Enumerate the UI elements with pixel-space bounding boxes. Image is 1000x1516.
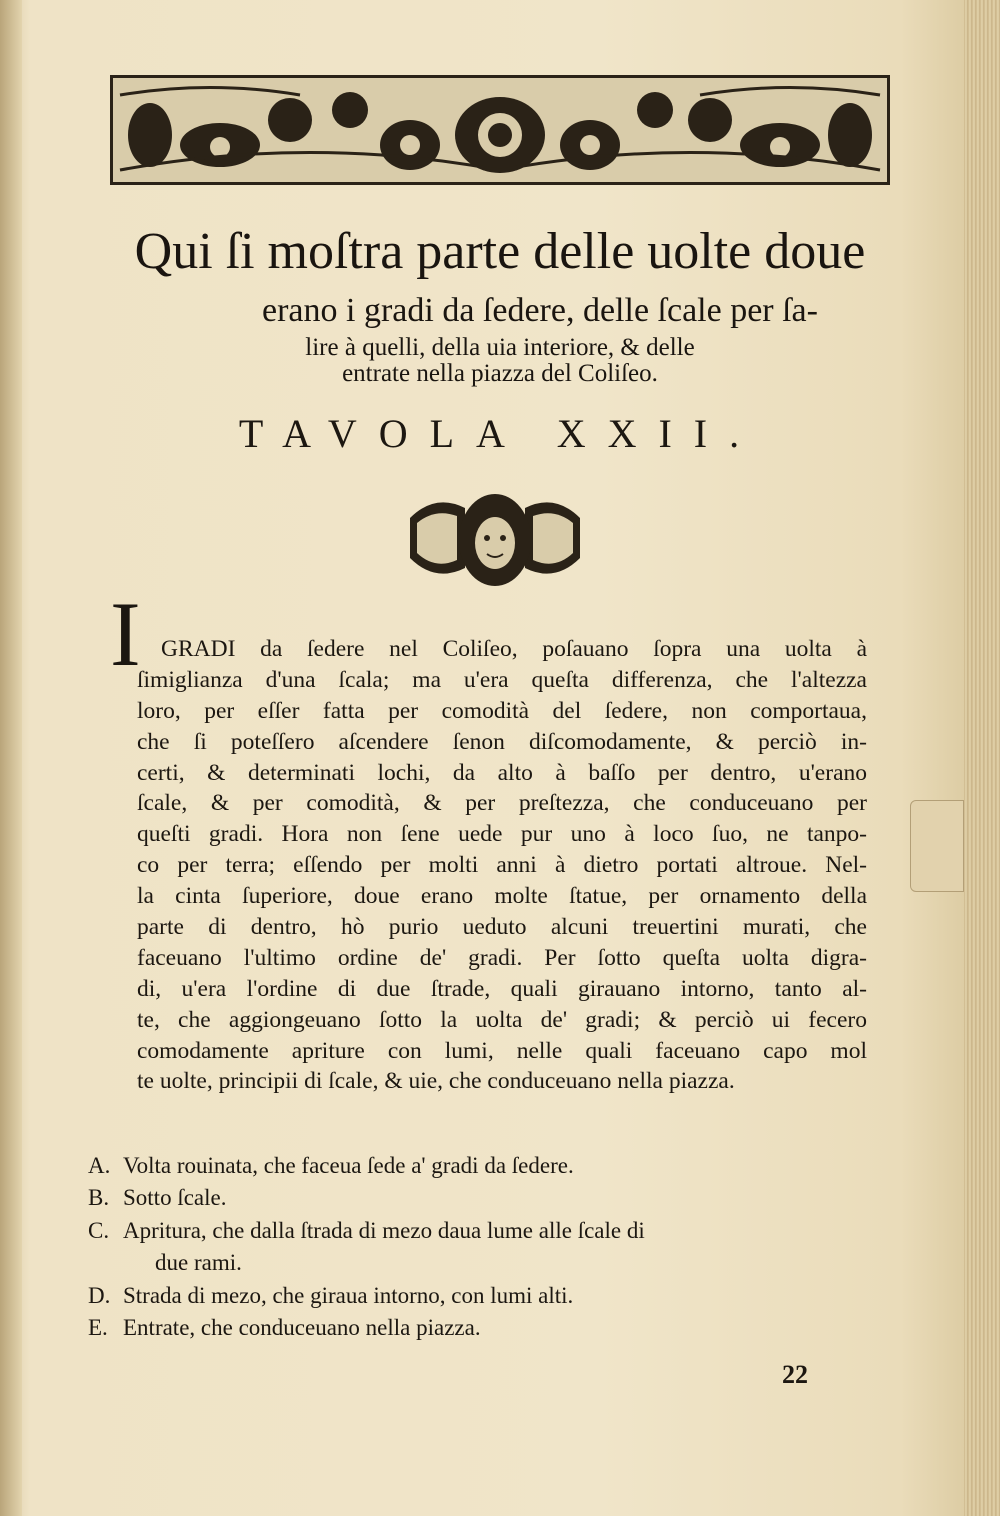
legend-key: B. bbox=[88, 1185, 110, 1211]
title-line-1: Qui ſi moſtra parte delle uolte doue bbox=[134, 223, 866, 280]
legend-item bbox=[88, 1247, 848, 1279]
title-line-2: erano i gradi da ſedere, delle ſcale per ſa- bbox=[262, 292, 818, 329]
body-line: di, u'era l'ordine di due ſtrade, quali girauano intorno, tanto al- bbox=[137, 975, 867, 1002]
plate-heading: TAVOLA XXII. bbox=[238, 411, 762, 456]
legend-text: Strada di mezo, che giraua intorno, con lumi alti. bbox=[123, 1282, 574, 1308]
legend-text: due rami. bbox=[155, 1250, 242, 1276]
body-text bbox=[137, 634, 867, 1097]
body-line: te uolte, principii di ſcale, & uie, che conduceuano nella piazza. bbox=[137, 1068, 735, 1095]
legend-list bbox=[88, 1150, 848, 1344]
legend-item bbox=[88, 1182, 848, 1214]
legend-text: Sotto ſcale. bbox=[123, 1185, 227, 1211]
body-line: certi, & determinati lochi, da alto à baſſo per dentro, u'erano bbox=[137, 759, 867, 786]
body-line: parte di dentro, hò purio ueduto alcuni treuertini murati, che bbox=[137, 914, 867, 941]
legend-item bbox=[88, 1150, 848, 1182]
body-line: queſti gradi. Hora non ſene uede pur uno à loco ſuo, ne tanpo- bbox=[137, 821, 867, 848]
legend-item bbox=[88, 1312, 848, 1344]
page-number: 22 bbox=[782, 1360, 808, 1389]
body-line: ſcale, & per comodità, & per preſtezza, che conduceuano per bbox=[137, 790, 867, 817]
legend-key: A. bbox=[88, 1153, 111, 1178]
legend-text: Entrate, che conduceuano nella piazza. bbox=[123, 1314, 481, 1340]
legend-key: C. bbox=[88, 1217, 110, 1243]
body-line: che ſi poteſſero aſcendere ſenon diſcomodamente, & perciò in- bbox=[137, 728, 867, 755]
drop-cap: I bbox=[110, 583, 141, 685]
legend-text: Volta rouinata, che faceua ſede a' gradi da ſedere. bbox=[123, 1153, 574, 1178]
body-line: faceuano l'ultimo ordine de' gradi. Per ſotto queſta uolta digra- bbox=[137, 944, 867, 971]
body-line: la cinta ſuperiore, doue erano molte ſtatue, per ornamento della bbox=[137, 883, 867, 910]
body-line: te, che aggiongeuano ſotto la uolta de' gradi; & perciò ui fecero bbox=[137, 1006, 867, 1033]
page-edges bbox=[964, 0, 1000, 1516]
title-line-3: lire à quelli, della uia interiore, & delle bbox=[305, 334, 695, 361]
body-line: loro, per eſſer fatta per comodità del ſedere, non comportaua, bbox=[137, 697, 867, 724]
page-tab bbox=[910, 800, 964, 892]
body-line: GRADI da ſedere nel Coliſeo, poſauano ſopra una uolta à bbox=[161, 636, 867, 662]
body-line: comodamente apriture con lumi, nelle quali faceuano capo mol bbox=[137, 1037, 867, 1064]
legend-item bbox=[88, 1215, 848, 1247]
mask-ornament bbox=[405, 488, 585, 588]
woodcut-headpiece bbox=[110, 75, 890, 185]
legend-item bbox=[88, 1280, 848, 1312]
legend-text: Apritura, che dalla ſtrada di mezo daua lume alle ſcale di bbox=[123, 1217, 645, 1243]
legend-key: D. bbox=[88, 1282, 111, 1308]
legend-key: E. bbox=[88, 1314, 108, 1340]
title-line-4: entrate nella piazza del Coliſeo. bbox=[342, 360, 658, 387]
page-gutter bbox=[0, 0, 22, 1516]
body-line: ſimiglianza d'una ſcala; ma u'era queſta differenza, che l'altezza bbox=[137, 666, 867, 693]
body-line: co per terra; eſſendo per molti anni à dietro portati altroue. Nel- bbox=[137, 852, 867, 879]
